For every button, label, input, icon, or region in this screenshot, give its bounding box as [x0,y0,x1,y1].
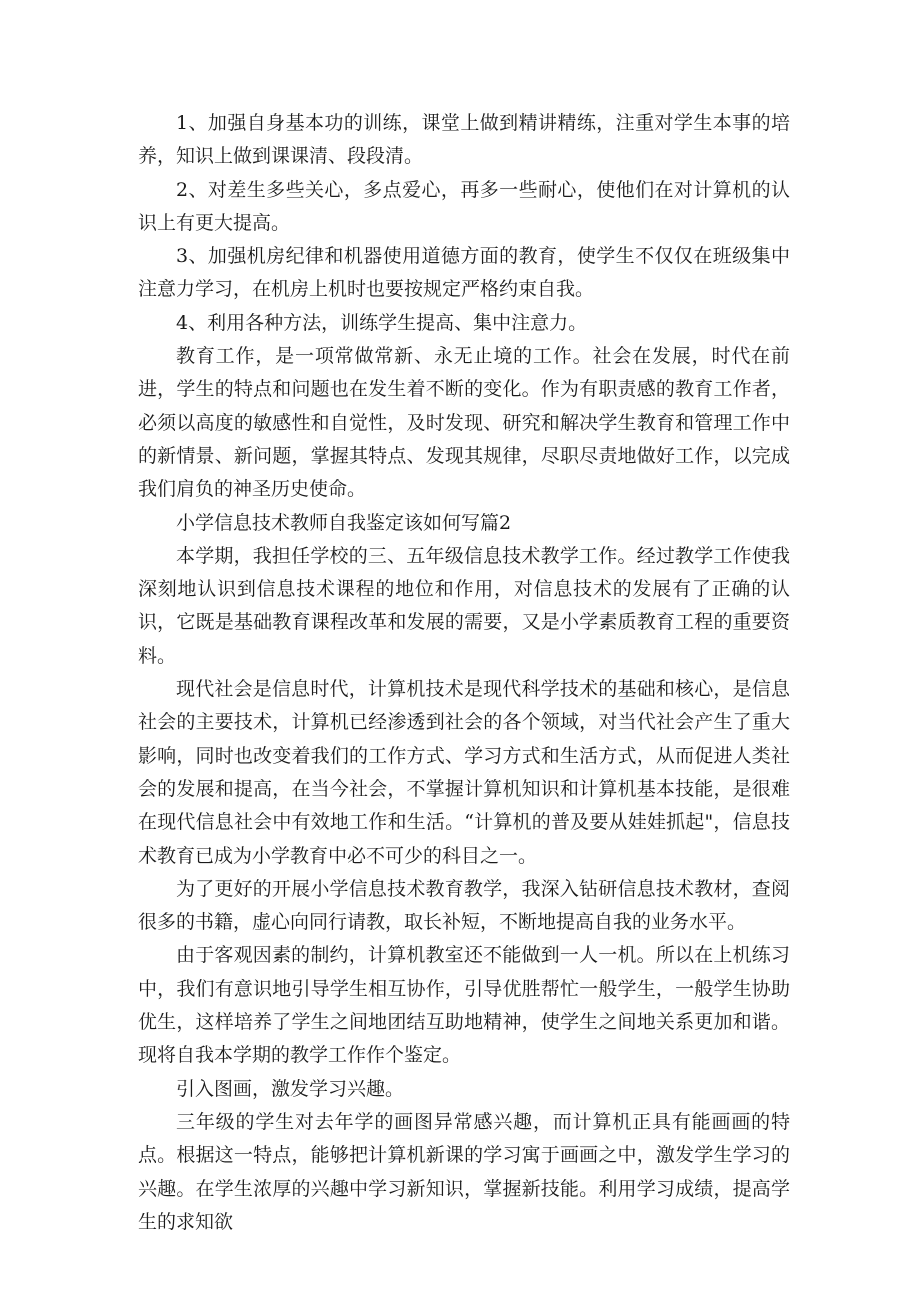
paragraph-12: 三年级的学生对去年学的画图异常感兴趣，而计算机正具有能画画的特点。根据这一特点，能够把计算机新课的学习寓于画画之中，激发学生学习的兴趣。在学生浓厚的兴趣中学习新知识，掌握新技能。利用学习成绩，提高学生的求知欲 [138,1110,790,1233]
paragraph-1: 1、加强自身基本功的训练，课堂上做到精讲精练，注重对学生本事的培养，知识上做到课课清、段段清。 [138,112,790,168]
paragraph-11: 引入图画，激发学习兴趣。 [176,1077,405,1100]
paragraph-5: 教育工作，是一项常做常新、永无止境的工作。社会在发展，时代在前进，学生的特点和问题也在发生着不断的变化。作为有职责感的教育工作者，必须以高度的敏感性和自觉性，及时发现、研究和解决学生教育和管理工作中的新情景、新问题，掌握其特点、发现其规律，尽职尽责地做好工作，以完成我们肩负的神圣历史使命。 [138,345,790,501]
paragraph-9: 为了更好的开展小学信息技术教育教学，我深入钻研信息技术教材，查阅很多的书籍，虚心向同行请教，取长补短，不断地提高自我的业务水平。 [138,877,790,934]
section-heading: 小学信息技术教师自我鉴定该如何写篇2 [176,511,512,534]
paragraph-4: 4、利用各种方法，训练学生提高、集中注意力。 [176,311,588,334]
paragraph-3: 3、加强机房纪律和机器使用道德方面的教育，使学生不仅仅在班级集中注意力学习，在机房上机时也要按规定严格约束自我。 [138,245,790,301]
paragraph-8: 现代社会是信息时代，计算机技术是现代科学技术的基础和核心，是信息社会的主要技术，计算机已经渗透到社会的各个领域，对当代社会产生了重大影响，同时也改变着我们的工作方式、学习方式和生活方式，从而促进人类社会的发展和提高，在当今社会，不掌握计算机知识和计算机基本技能，是很难在现代信息社会中有效地工作和生活。“计算机的普及要从娃娃抓起"，信息技术教育已成为小学教育中必不可少的科目之一。 [138,678,790,867]
paragraph-7: 本学期，我担任学校的三、五年级信息技术教学工作。经过教学工作使我深刻地认识到信息技术课程的地位和作用，对信息技术的发展有了正确的认识，它既是基础教育课程改革和发展的需要，又是小学素质教育工程的重要资料。 [138,544,790,667]
paragraph-2: 2、对差生多些关心，多点爱心，再多一些耐心，使他们在对计算机的认识上有更大提高。 [138,178,790,234]
paragraph-10: 由于客观因素的制约，计算机教室还不能做到一人一机。所以在上机练习中，我们有意识地引导学生相互协作，引导优胜帮忙一般学生，一般学生协助优生，这样培养了学生之间地团结互助地精神，使学生之间地关系更加和谐。现将自我本学期的教学工作作个鉴定。 [138,944,790,1067]
document-body [138,107,790,1239]
